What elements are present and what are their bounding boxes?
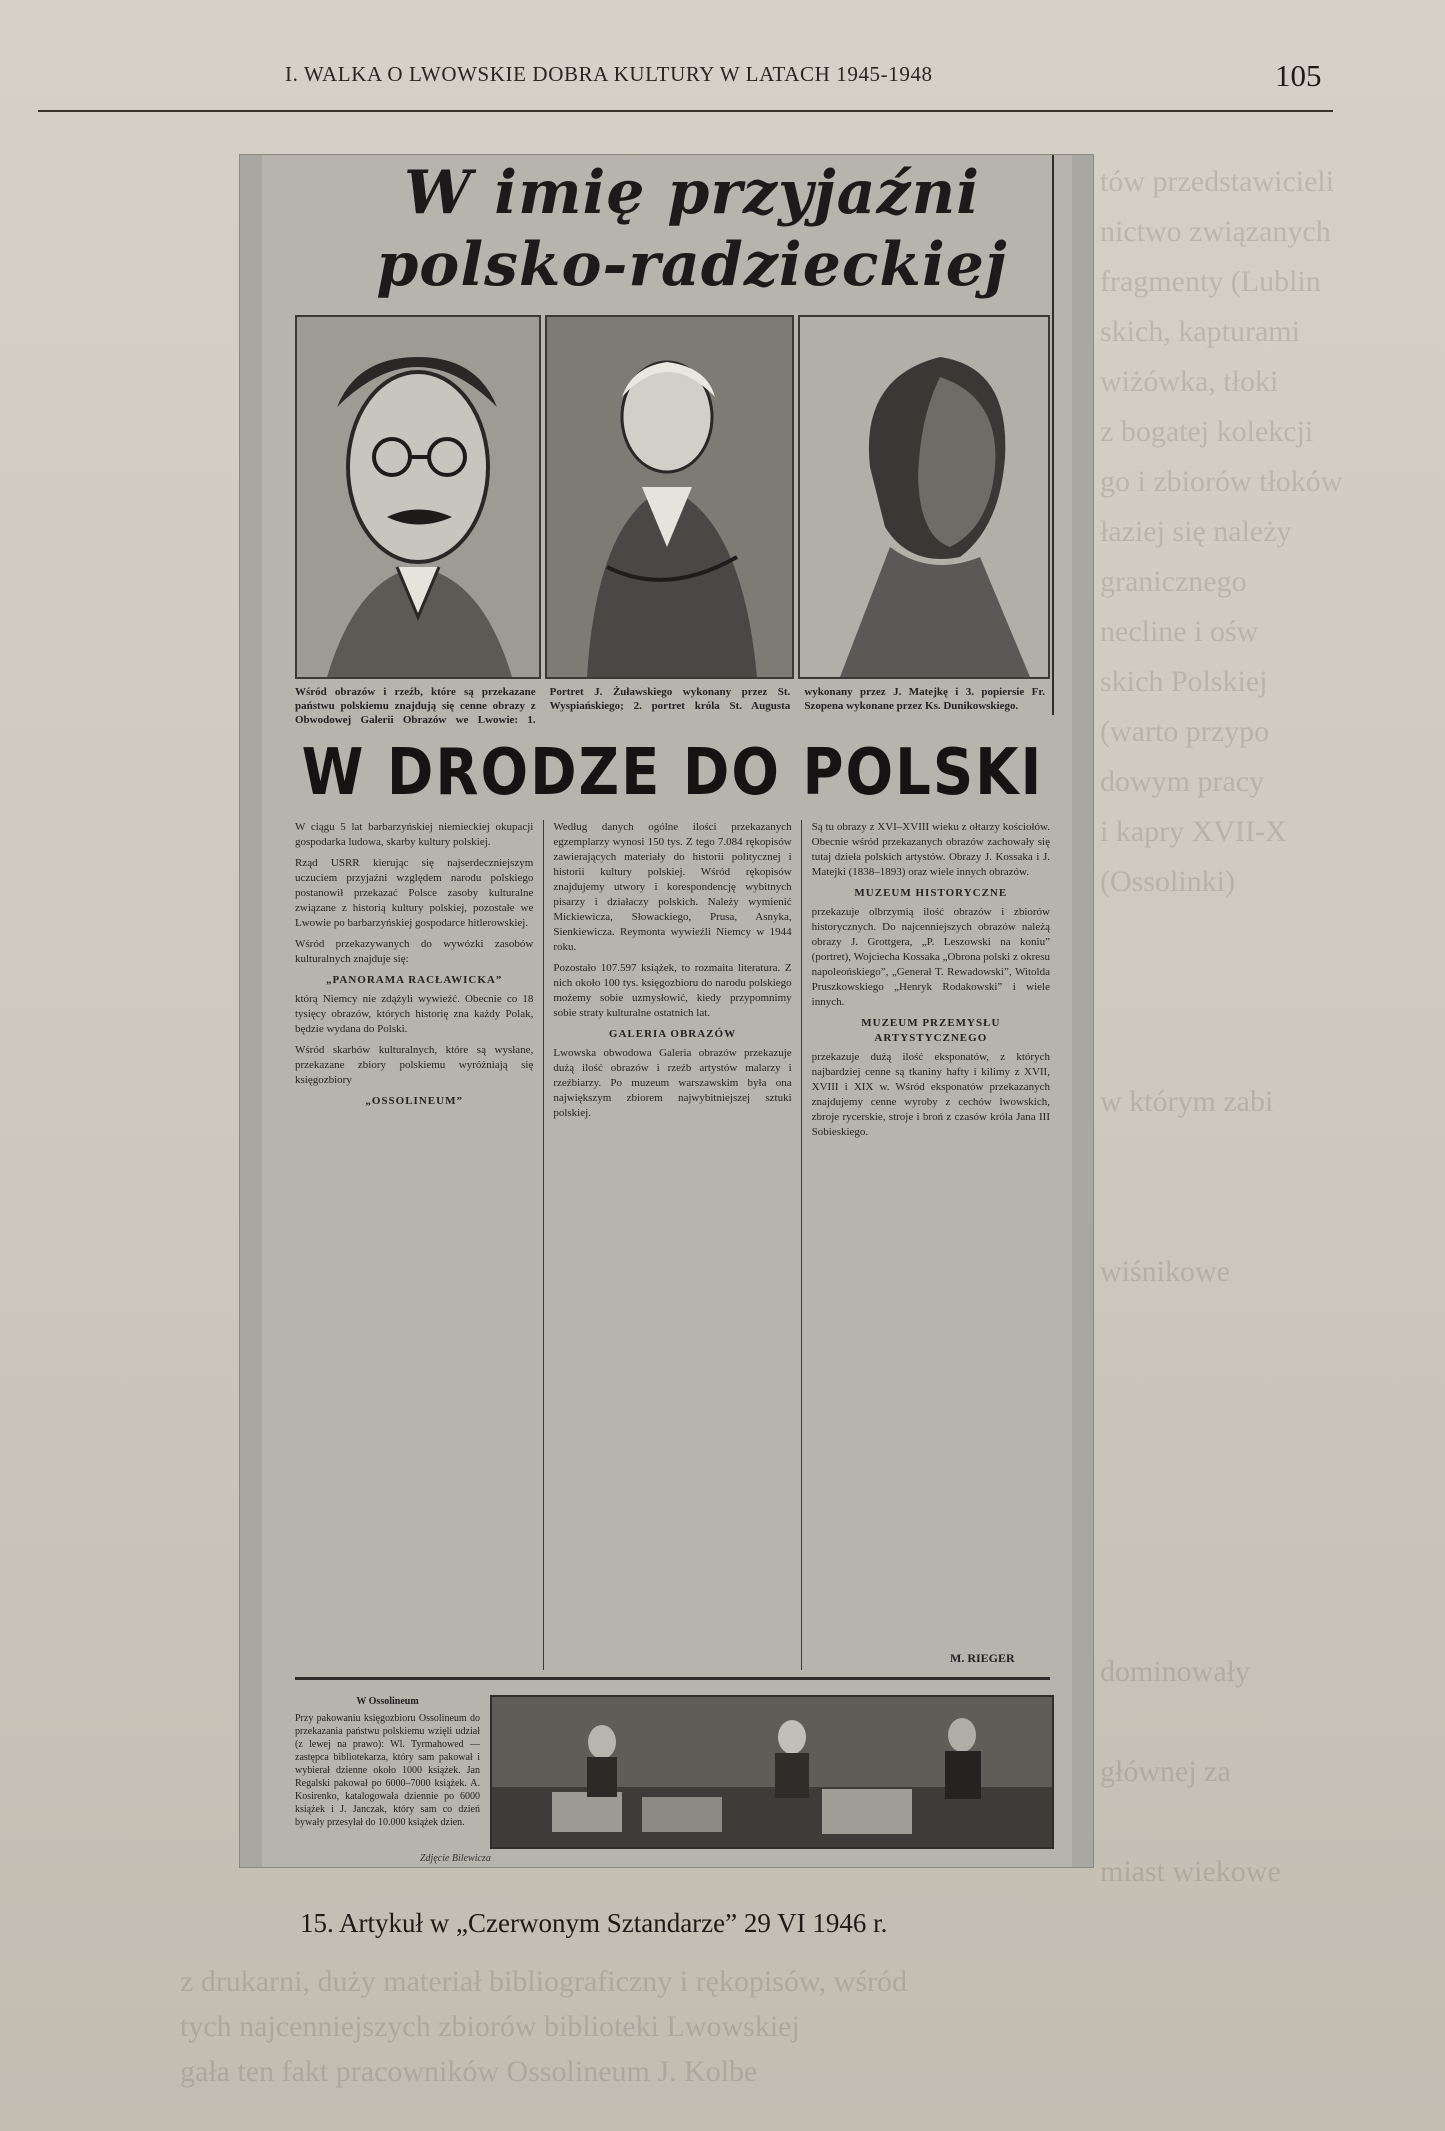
photo-box-text <box>295 1695 480 1855</box>
article-paragraph: Według danych ogólne ilości przekazanych egzemplarzy wynosi 150 tys. Z tego 7.084 rękopisów zawierających materiały do historii politycznej i historii kultury polskiej. Wśród rękopisów znajdujemy utwory i korespondencję wybitnych pisarzy i działaczy polskich. Należy wymienić Mickiewicza, Słowackiego, Prusa, Asnyka, Sienkiewicza. Reymonta wywieźli Niemcy w 1944 roku. <box>553 821 792 953</box>
newspaper-clipping <box>240 155 1093 1867</box>
box-body: Przy pakowaniu księgozbioru Ossolineum do przekazania państwu polskiemu wzięli udział (z lewej na prawo): Wl. Tyrmahowed — zastępca bibliotekarza, który sam pakował i wybierał dzienne około 1000 książek. Jan Regalski pakował po 6000–7000 książek. A. Kosirenko, katalogowała dziennie po 6000 książek i J. Janczak, który sam co dzień bywały przesyłał do 10.000 książek dzien. <box>295 1713 480 1828</box>
article-subheading: „OSSOLINEUM” <box>365 1095 463 1107</box>
article-paragraph: Lwowska obwodowa Galeria obrazów przekazuje dużą ilość obrazów i rzeźb artystów malarzy i rzeźbiarzy. Po muzeum warszawskim była ona największym zbiorem najwybitniejszej sztuki polskiej. <box>553 1047 792 1119</box>
article-subheading: MUZEUM PRZEMYSŁU ARTYSTYCZNEGO <box>861 1017 1001 1044</box>
article-paragraph: przekazuje dużą ilość eksponatów, z których najbardziej cenne są tkaniny hafty i kilimy z XVII, XVIII i XIX w. Wśród eksponatów przekazanych znajdujemy cenne wyroby z cechów lwowskich, zbroje rycerskie, stroje i broń z czasów króla Jana III Sobieskiego. <box>811 1051 1050 1138</box>
article-paragraph: Pozostało 107.597 książek, to rozmaita literatura. Z nich około 100 tys. księgozbioru do narodu polskiego możemy sobie uzmysłowić, kiedy przypomnimy sobie straty kulturalne ostatnich lat. <box>553 962 792 1019</box>
article-paragraph: przekazuje olbrzymią ilość obrazów i zbiorów historycznych. Do najcenniejszych obrazów należą obrazy J. Grottgera, „P. Leszowski na koniu” (portret), Wojciecha Kossaka „Obrona polski z okresu napoleońskiego”, „Generał T. Rewadowski”, Witolda Pruszkowskiego „Henryk Rodakowski” i wiele innych. <box>811 906 1050 1008</box>
portrait-man-painting <box>545 315 794 679</box>
article-paragraph: Wśród przekazywanych do wywózki zasobów kulturalnych znajduje się: <box>295 938 534 965</box>
headline-line-2: polsko-radzieckiej <box>376 230 1008 300</box>
article-subheading: GALERIA OBRAZÓW <box>608 1028 737 1040</box>
press-photo-packing-books <box>490 1695 1054 1849</box>
column-rule <box>1052 155 1054 715</box>
article-signature: M. RIEGER <box>950 1651 1015 1665</box>
figure-caption: 15. Artykuł w „Czerwonym Sztandarze” 29 VI 1946 r. <box>300 1908 888 1938</box>
running-head: I. WALKA O LWOWSKIE DOBRA KULTURY W LATACH 1945-1948 <box>285 62 933 86</box>
portrait-man-glasses <box>295 315 541 679</box>
article-headline <box>332 157 1052 301</box>
bleed-through-text: tów przedstawicieli nictwo związanych fragmenty (Lublin skich, kapturami wiżówka, tłoki z bogatej kolekcji go i zbiorów tłoków łaziej się należy granicznego necline i ośw skich Polskiej (warto przypo dowym pracy i kapry XVII-X (Ossolinki) w którym zabi wiśnikowe dominowały głównej za miast wiekowe z drukarni, duży materiał bibliograficzny i rękopisów, wśród tych najcenniejszych zbiorów biblioteki Lwowskiej gała ten fakt pracowników Ossolineum J. Kolbe <box>180 165 1343 2088</box>
portrait-bust-sculpture <box>798 315 1050 679</box>
headline-line-1: W imię przyjaźni <box>404 158 980 228</box>
box-title: W Ossolineum <box>356 1696 419 1707</box>
section-banner: W DRODZE DO POLSKI <box>301 735 1044 810</box>
section-separator <box>295 1677 1050 1680</box>
article-subheading: „PANORAMA RACŁAWICKA” <box>326 974 503 986</box>
photo-credit: Zdjęcie Bilewicza <box>420 1853 491 1864</box>
page-number: 105 <box>1275 58 1322 93</box>
header-rule <box>38 110 1333 112</box>
article-paragraph: Są tu obrazy z XVI–XVIII wieku z ołtarzy kościołów. Obecnie wśród przekazanych obrazów zachowały się tutaj dzieła polskich artystów. Obrazy J. Kossaka i J. Matejki (1838–1893) oraz wiele innych obrazów. <box>811 821 1050 878</box>
article-subheading: MUZEUM HISTORYCZNE <box>854 887 1008 899</box>
article-paragraph: Rząd USRR kierując się najserdeczniejszym uczuciem przyjaźni względem narodu polskiego postanowił przekazać Polsce zasoby kulturalne związane z historią kultury polskiej, pozostałe we Lwowie po barbarzyńskiej gospodarce hitlerowskiej. <box>295 857 534 929</box>
article-paragraph: Wśród skarbów kulturalnych, które są wysłane, przekazane zbiory polskiemu wyróżniają się księgozbiory <box>295 1044 534 1086</box>
photo-caption: Wśród obrazów i rzeźb, które są przekazane państwu polskiemu znajdują się cenne obrazy z Obwodowej Galerii Obrazów we Lwowie: 1. Portret J. Żuławskiego wykonany przez St. Wyspiańskiego; 2. portret króla St. Augusta wykonany przez J. Matejkę i 3. popiersie Fr. Szopena wykonane przez Ks. Dunikowskiego. <box>295 686 1045 726</box>
article-body <box>295 820 1050 1670</box>
article-paragraph: którą Niemcy nie zdążyli wywieźć. Obecnie co 18 tysięcy obrazów, których historię zna każdy Polak, będzie wydana do Polski. <box>295 993 534 1035</box>
article-paragraph: W ciągu 5 lat barbarzyńskiej niemieckiej okupacji gospodarka ludowa, skarby kultury polskiej. <box>295 821 534 848</box>
